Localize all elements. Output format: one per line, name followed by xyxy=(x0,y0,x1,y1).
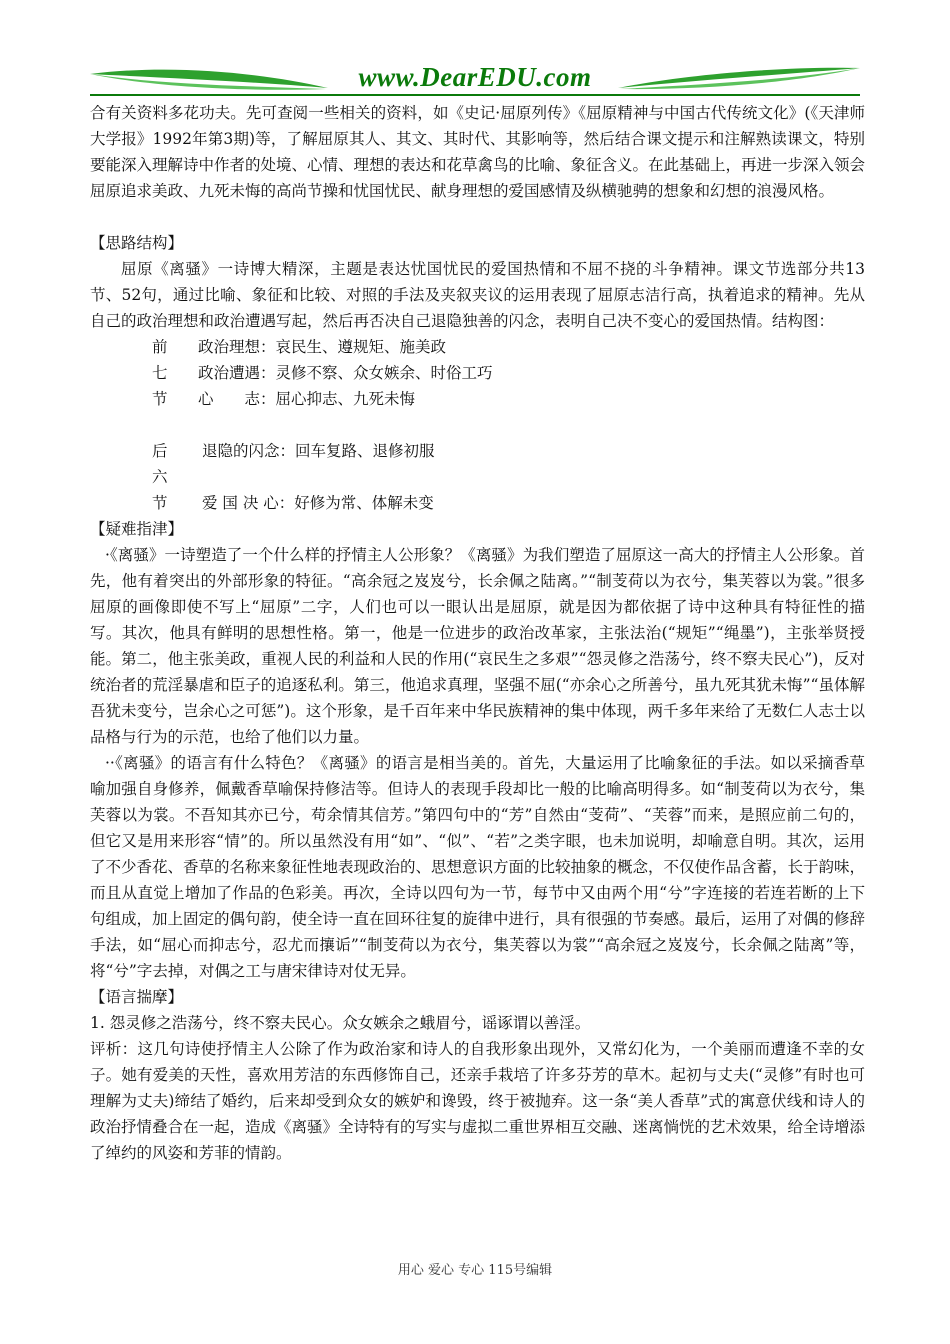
page-footer: 用心 爱心 专心 115号编辑 xyxy=(397,1263,553,1278)
section-heading-language: 【语言揣摩】 xyxy=(90,988,184,1006)
structure-row xyxy=(152,386,865,412)
difficulty-paragraph-2: ··《离骚》的语言有什么特色？《离骚》的语言是相当美的。首先，大量运用了比喻象征的手法。如以采摘香草喻加强自身修养，佩戴香草喻保持修洁等。但诗人的表现手段却比一般的比喻高明得多。如“制芰荷以为衣兮，集芙蓉以为裳。不吾知其亦已兮，苟余情其信芳。”第四句中的“芳”自然由“芰荷”、“芙蓉”而来，是照应前二句的，但它又是用来形容“情”的。所以虽然没有用“如”、“似”、“若”之类字眼，也未加说明，却喻意自明。其次，运用了不少香花、香草的名称来象征性地表现政治的、思想意识方面的比较抽象的概念，不仅使作品含蓄，长于韵味，而且从直觉上增加了作品的色彩美。再次，全诗以四句为一节，每节中又由两个用“兮”字连接的若连若断的上下句组成，加上固定的偶句韵，使全诗一直在回环往复的旋律中进行，具有很强的节奏感。最后，运用了对偶的修辞手法，如“屈心而抑志兮，忍尤而攘诟”“制芰荷以为衣兮，集芙蓉以为裳”“高余冠之岌岌兮，长余佩之陆离”等，将“兮”字去掉，对偶之工与唐宋律诗对仗无异。 xyxy=(90,754,866,980)
structure-row xyxy=(152,360,865,386)
structure-key: 后 xyxy=(152,442,168,460)
structure-value: 政治遭遇：灵修不察、众女嫉余、时俗工巧 xyxy=(198,364,493,382)
document-body xyxy=(90,100,865,1166)
structure-key: 节 xyxy=(152,494,168,512)
structure-paragraph: 屈原《离骚》一诗博大精深，主题是表达忧国忧民的爱国热情和不屈不挠的斗争精神。课文节选部分共13节、52句，通过比喻、象征和比较、对照的手法及夹叙夹议的运用表现了屈原志洁行高，执着追求的精神。先从自己的政治理想和政治遭遇写起，然后再否决自己退隐独善的闪念，表明自己决不变心的爱国热情。结构图： xyxy=(90,260,865,330)
site-logo-text[interactable]: www.DearEDU.com xyxy=(358,62,592,92)
structure-value: 心 志：屈心抑志、九死未悔 xyxy=(198,390,416,408)
structure-key: 节 xyxy=(152,390,168,408)
structure-value: 政治理想：哀民生、遵规矩、施美政 xyxy=(198,338,447,356)
structure-row xyxy=(152,334,865,360)
site-header xyxy=(88,62,862,98)
section-heading-difficulties: 【疑难指津】 xyxy=(90,520,184,538)
difficulty-paragraph-1: ·《离骚》一诗塑造了一个什么样的抒情主人公形象？《离骚》为我们塑造了屈原这一高大的抒情主人公形象。首先，他有着突出的外部形象的特征。“高余冠之岌岌兮，长余佩之陆离。”“制芰荷以为衣兮，集芙蓉以为裳。”很多屈原的画像即使不写上“屈原”二字，人们也可以一眼认出是屈原，就是因为都依据了诗中这种具有特征性的描写。其次，他具有鲜明的思想性格。第一，他是一位进步的政治改革家，主张法治(“规矩”“绳墨”)，主张举贤授能。第二，他主张美政，重视人民的利益和人民的作用(“哀民生之多艰”“怨灵修之浩荡兮，终不察夫民心”)，反对统治者的荒淫暴虐和臣子的追逐私利。第三，他追求真理，坚强不屈(“亦余心之所善兮，虽九死其犹未悔”“虽体解吾犹未变兮，岂余心之可惩”)。这个形象，是千百年来中华民族精神的集中体现，两千多年来给了无数仁人志士以品格与行为的示范，也给了他们以力量。 xyxy=(90,546,865,746)
structure-key: 七 xyxy=(152,364,168,382)
structure-row xyxy=(152,438,865,464)
structure-key: 六 xyxy=(152,468,168,486)
structure-row xyxy=(152,490,865,516)
section-heading-structure: 【思路结构】 xyxy=(90,234,184,252)
structure-value: 退隐的闪念：回车复路、退修初服 xyxy=(202,442,435,460)
structure-value: 爱 国 决 心：好修为常、体解未变 xyxy=(202,494,434,512)
structure-key: 前 xyxy=(152,338,168,356)
language-analysis: 评析：这几句诗使抒情主人公除了作为政治家和诗人的自我形象出现外，又常幻化为，一个美丽而遭逢不幸的女子。她有爱美的天性，喜欢用芳洁的东西修饰自己，还亲手栽培了许多芬芳的草木。起初与丈夫(“灵修”有时也可理解为丈夫)缔结了婚约，后来却受到众女的嫉妒和谗毁，终于被抛弃。这一条“美人香草”式的寓意伏线和诗人的政治抒情叠合在一起，造成《离骚》全诗特有的写实与虚拟二重世界相互交融、迷离惝恍的艺术效果，给全诗增添了绰约的风姿和芳菲的情韵。 xyxy=(90,1040,866,1162)
structure-row xyxy=(152,464,865,490)
language-item-1: 1. 怨灵修之浩荡兮，终不察夫民心。众女嫉余之蛾眉兮，谣诼谓以善淫。 xyxy=(90,1014,591,1032)
intro-paragraph: 合有关资料多花功夫。先可查阅一些相关的资料，如《史记·屈原列传》《屈原精神与中国古代传统文化》(《天津师大学报》1992年第3期)等，了解屈原其人、其文、其时代、其影响等，然后结合课文提示和注解熟读课文，特别要能深入理解诗中作者的处境、心情、理想的表达和花草禽鸟的比喻、象征含义。在此基础上，再进一步深入领会屈原追求美政、九死未悔的高尚节操和忧国忧民、献身理想的爱国感情及纵横驰骋的想象和幻想的浪漫风格。 xyxy=(90,104,866,200)
